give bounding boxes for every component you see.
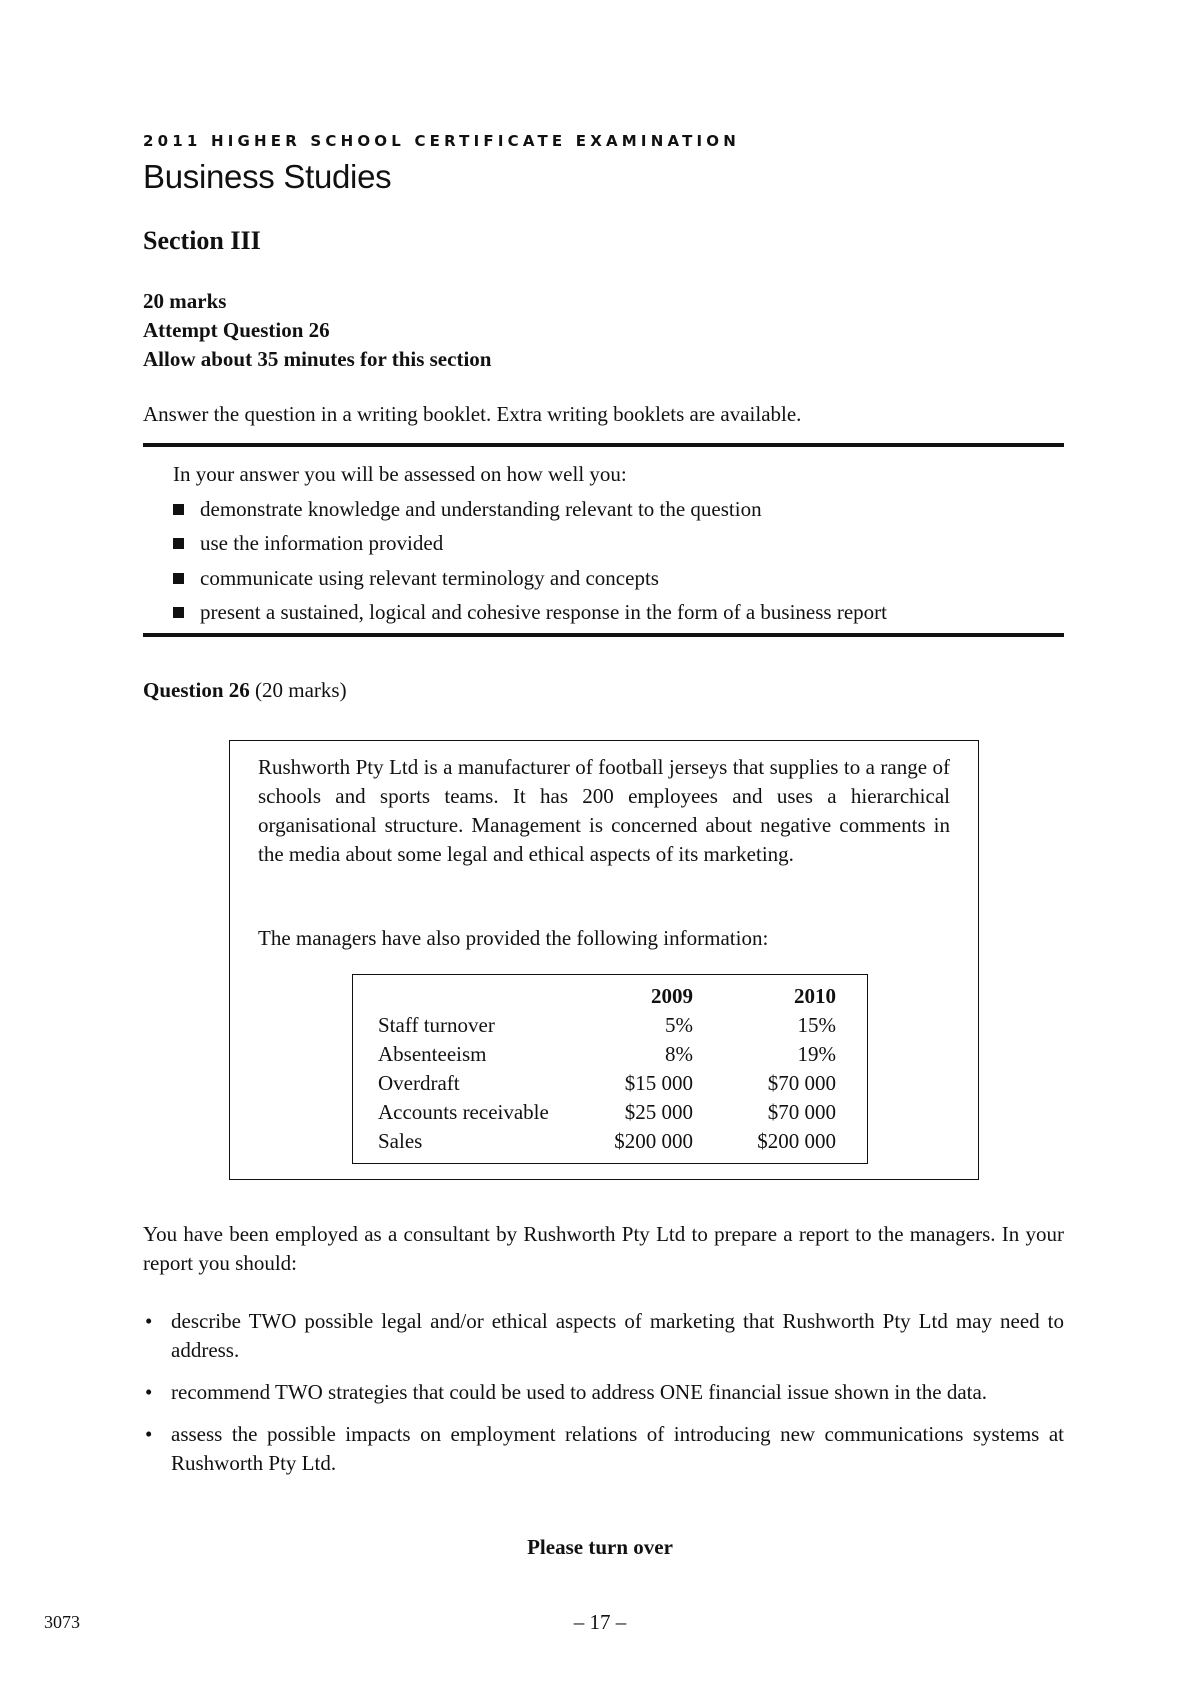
stimulus-text: Rushworth Pty Ltd is a manufacturer of football jerseys that supplies to a range of schools and sports teams. It has 200 employees and uses a hierarchical organisational structure. Management is concerned about negative comments in the media about some legal and ethical aspects of its marketing. — [258, 755, 950, 866]
section-meta — [143, 287, 491, 374]
criteria-item: communicate using relevant terminology and concepts — [173, 561, 887, 596]
square-bullet-icon — [173, 504, 184, 515]
question-marks: (20 marks) — [255, 678, 347, 702]
column-header-2009: 2009 — [651, 984, 693, 1008]
table-row: Sales $200 000 $200 000 — [378, 1129, 836, 1153]
section-time: Allow about 35 minutes for this section — [143, 347, 492, 371]
task-item: • describe TWO possible legal and/or ethical aspects of marketing that Rushworth Pty Ltd may need to address. — [145, 1309, 1064, 1362]
data-table-box — [352, 974, 868, 1164]
section-instruction: Answer the question in a writing booklet. Extra writing booklets are available. — [143, 402, 802, 426]
section-attempt: Attempt Question 26 — [143, 318, 330, 342]
assessment-criteria — [173, 457, 887, 630]
task-item: • assess the possible impacts on employment relations of introducing new communications systems at Rushworth Pty Ltd. — [145, 1422, 1064, 1475]
question-label: Question 26 — [143, 678, 250, 702]
criteria-lead: In your answer you will be assessed on how well you: — [173, 462, 627, 486]
data-table — [378, 982, 836, 1156]
task-item: • recommend TWO strategies that could be used to address ONE financial issue shown in the data. — [143, 1378, 1064, 1407]
bullet-icon: • — [145, 1422, 153, 1446]
divider-bottom — [143, 633, 1064, 637]
square-bullet-icon — [173, 538, 184, 549]
criteria-item: use the information provided — [173, 526, 887, 561]
info-intro: The managers have also provided the following information: — [258, 926, 769, 950]
square-bullet-icon — [173, 573, 184, 584]
question-intro: You have been employed as a consultant by Rushworth Pty Ltd to prepare a report to the managers. In your report you should: — [143, 1222, 1064, 1275]
table-header-row — [378, 982, 836, 1011]
square-bullet-icon — [173, 607, 184, 618]
table-row: Absenteeism 8% 19% — [378, 1042, 836, 1066]
table-row: Accounts receivable $25 000 $70 000 — [378, 1100, 836, 1124]
criteria-item: demonstrate knowledge and understanding relevant to the question — [173, 492, 887, 527]
subject-title: Business Studies — [143, 158, 392, 195]
section-marks: 20 marks — [143, 289, 227, 313]
table-row: Overdraft $15 000 $70 000 — [378, 1071, 836, 1095]
page-number: – 17 – — [573, 1610, 627, 1634]
divider-top — [143, 443, 1064, 447]
criteria-item: present a sustained, logical and cohesive response in the form of a business report — [173, 595, 887, 630]
exam-title: 2011 HIGHER SCHOOL CERTIFICATE EXAMINATION — [143, 132, 741, 150]
question-heading — [143, 678, 347, 703]
bullet-icon: • — [145, 1309, 153, 1333]
section-title: Section III — [143, 226, 261, 255]
turn-over-note: Please turn over — [527, 1535, 673, 1559]
bullet-icon: • — [145, 1380, 153, 1404]
paper-code: 3073 — [44, 1612, 80, 1632]
stimulus-box — [229, 740, 979, 1180]
table-row: Staff turnover 5% 15% — [378, 1013, 836, 1037]
task-list — [143, 1307, 1064, 1491]
column-header-2010: 2010 — [794, 984, 836, 1008]
